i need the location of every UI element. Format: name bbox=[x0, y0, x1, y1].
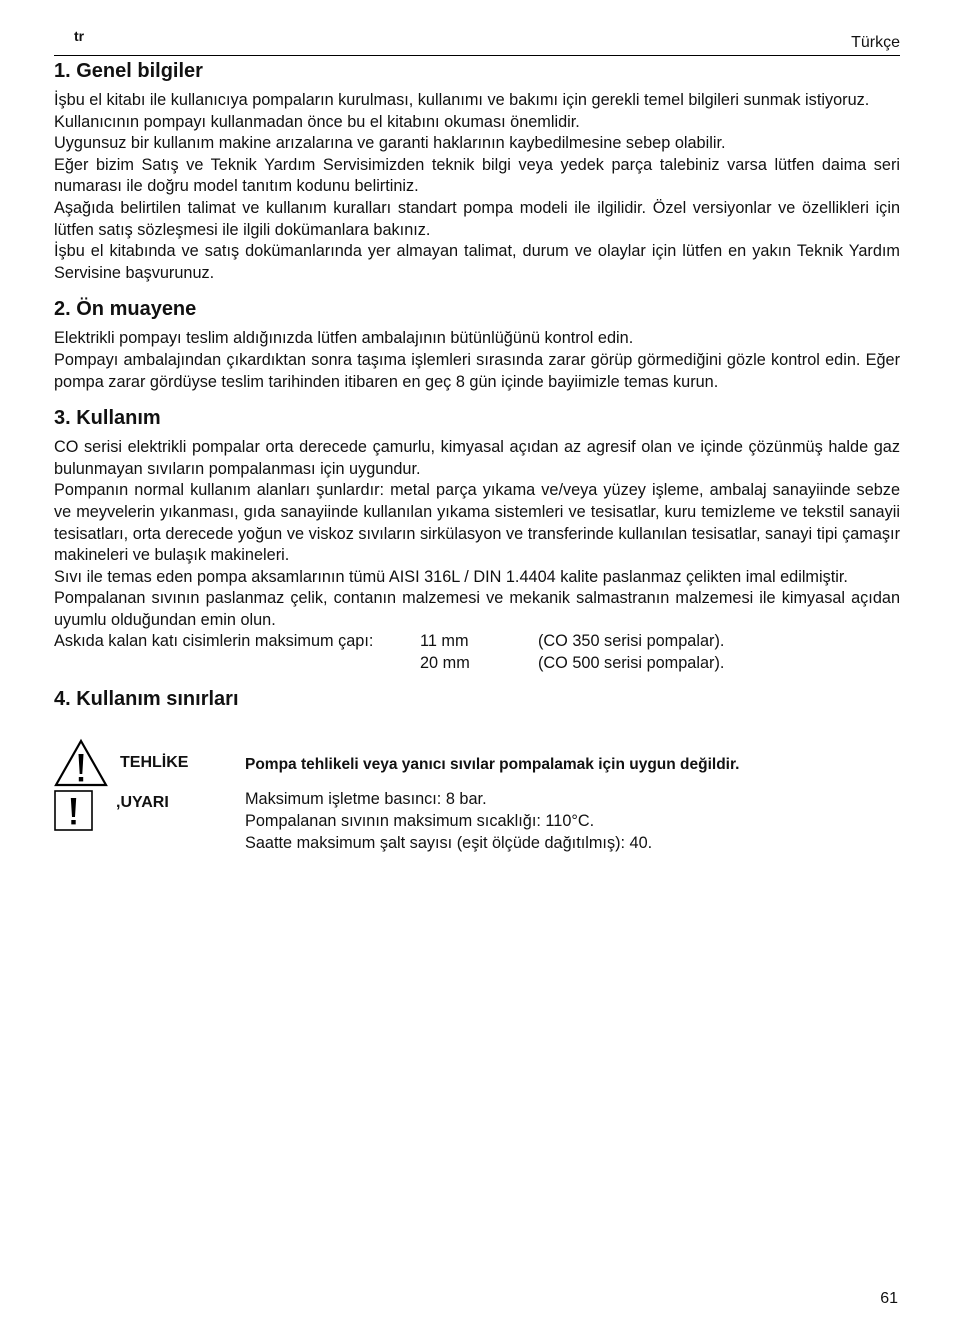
danger-label: TEHLİKE bbox=[120, 754, 189, 772]
paragraph: İşbu el kitabı ile kullanıcıya pompaların kurulması, kullanımı ve bakımı için gerekli temel bilgileri sunmak istiyoruz. bbox=[54, 91, 870, 109]
section-usage-limits bbox=[54, 686, 900, 892]
paragraph: Eğer bizim Satış ve Teknik Yardım Servisimizden teknik bilgi veya yedek parça talebiniz varsa lütfen daima seri numarası ile doğru model tanıtım kodunu belirtiniz. bbox=[54, 155, 900, 196]
warning-triangle-icon bbox=[54, 738, 108, 788]
paragraph: Pompayı ambalajından çıkardıktan sonra taşıma işlemleri sırasında zarar görüp görmediğini gözle kontrol edin. Eğer pompa zarar gördüyse teslim tarihinden itibaren en geç 8 gün içinde bayiimizle temas kurun. bbox=[54, 350, 900, 391]
size-value: 20 mm bbox=[420, 654, 470, 673]
warning-line: Maksimum işletme basıncı: 8 bar. bbox=[245, 790, 487, 809]
paragraph: Sıvı ile temas eden pompa aksamlarının tümü AISI 316L / DIN 1.4404 kalite paslanmaz çelikten imal edilmiştir. bbox=[54, 567, 848, 586]
section-3-title: 3. Kullanım bbox=[54, 407, 161, 430]
solids-size-label: Askıda kalan katı cisimlerin maksimum çapı: bbox=[54, 632, 374, 651]
paragraph: CO serisi elektrikli pompalar orta derecede çamurlu, kimyasal açıdan az agresif olan ve içinde çözünmüş halde gaz bulunmayan sıvıların pompalanması için uygundur. bbox=[54, 438, 900, 478]
size-value: 11 mm bbox=[420, 632, 469, 651]
paragraph: İşbu el kitabında ve satış dokümanlarında yer almayan talimat, durum ve olaylar için lütfen en yakın Teknik Yardım Servisine başvurunuz. bbox=[54, 242, 900, 282]
danger-text: Pompa tehlikeli veya yanıcı sıvılar pompalamak için uygun değildir. bbox=[245, 756, 740, 774]
size-note: (CO 350 serisi pompalar). bbox=[538, 632, 725, 651]
paragraph: Kullanıcının pompayı kullanmadan önce bu el kitabını okuması önemlidir. bbox=[54, 112, 580, 131]
document-body bbox=[54, 58, 900, 892]
warning-text bbox=[245, 789, 652, 854]
warning-label: ,UYARI bbox=[116, 794, 169, 812]
section-4-title: 4. Kullanım sınırları bbox=[54, 688, 239, 711]
paragraph: Elektrikli pompayı teslim aldığınızda lütfen ambalajının bütünlüğünü kontrol edin. bbox=[54, 329, 634, 348]
section-general-info bbox=[54, 58, 900, 284]
page-number: 61 bbox=[880, 1290, 898, 1307]
language-code: tr bbox=[74, 28, 85, 44]
limits-block bbox=[54, 712, 900, 892]
paragraph: Aşağıda belirtilen talimat ve kullanım kuralları standart pompa modeli ile ilgilidir. Özel versiyonlar ve özellikleri için lütfen satış sözleşmesi ile ilgili dokümanlara bakınız. bbox=[54, 198, 900, 239]
section-1-title: 1. Genel bilgiler bbox=[54, 60, 203, 82]
solids-size-table bbox=[54, 631, 900, 674]
header-divider bbox=[54, 55, 900, 56]
paragraph: Uygunsuz bir kullanım makine arızalarına ve garanti haklarının kaybedilmesine sebep olabilir. bbox=[54, 134, 726, 153]
paragraph: Pompalanan sıvının paslanmaz çelik, contanın malzemesi ve mekanik salmastranın malzemesi ile kimyasal açıdan uyumlu olduğundan emin olun. bbox=[54, 589, 900, 629]
section-preliminary-inspection bbox=[54, 296, 900, 393]
warning-line: Saatte maksimum şalt sayısı (eşit ölçüde dağıtılmış): 40. bbox=[245, 833, 653, 852]
section-2-title: 2. Ön muayene bbox=[54, 298, 197, 321]
exclamation-box-icon bbox=[54, 790, 94, 832]
warning-line: Pompalanan sıvının maksimum sıcaklığı: 110°C. bbox=[245, 812, 595, 831]
language-name: Türkçe bbox=[851, 34, 900, 51]
size-note: (CO 500 serisi pompalar). bbox=[538, 654, 725, 673]
paragraph: Pompanın normal kullanım alanları şunlardır: metal parça yıkama ve/veya yüzey işleme, ambalaj sanayiinde sebze ve meyvelerin yıkanması, gıda sanayiinde kullanılan yıkama sistemleri ve tesisatlar, kuru temizleme ve tekstil sanayii tesisatları, orta derecede yoğun ve viskoz sıvıların sirkülasyon ve transferinde kullanılan tesisatlar, sanayi tipi çamaşır makineleri ve bulaşık makineleri. bbox=[54, 481, 900, 565]
section-usage bbox=[54, 405, 900, 674]
